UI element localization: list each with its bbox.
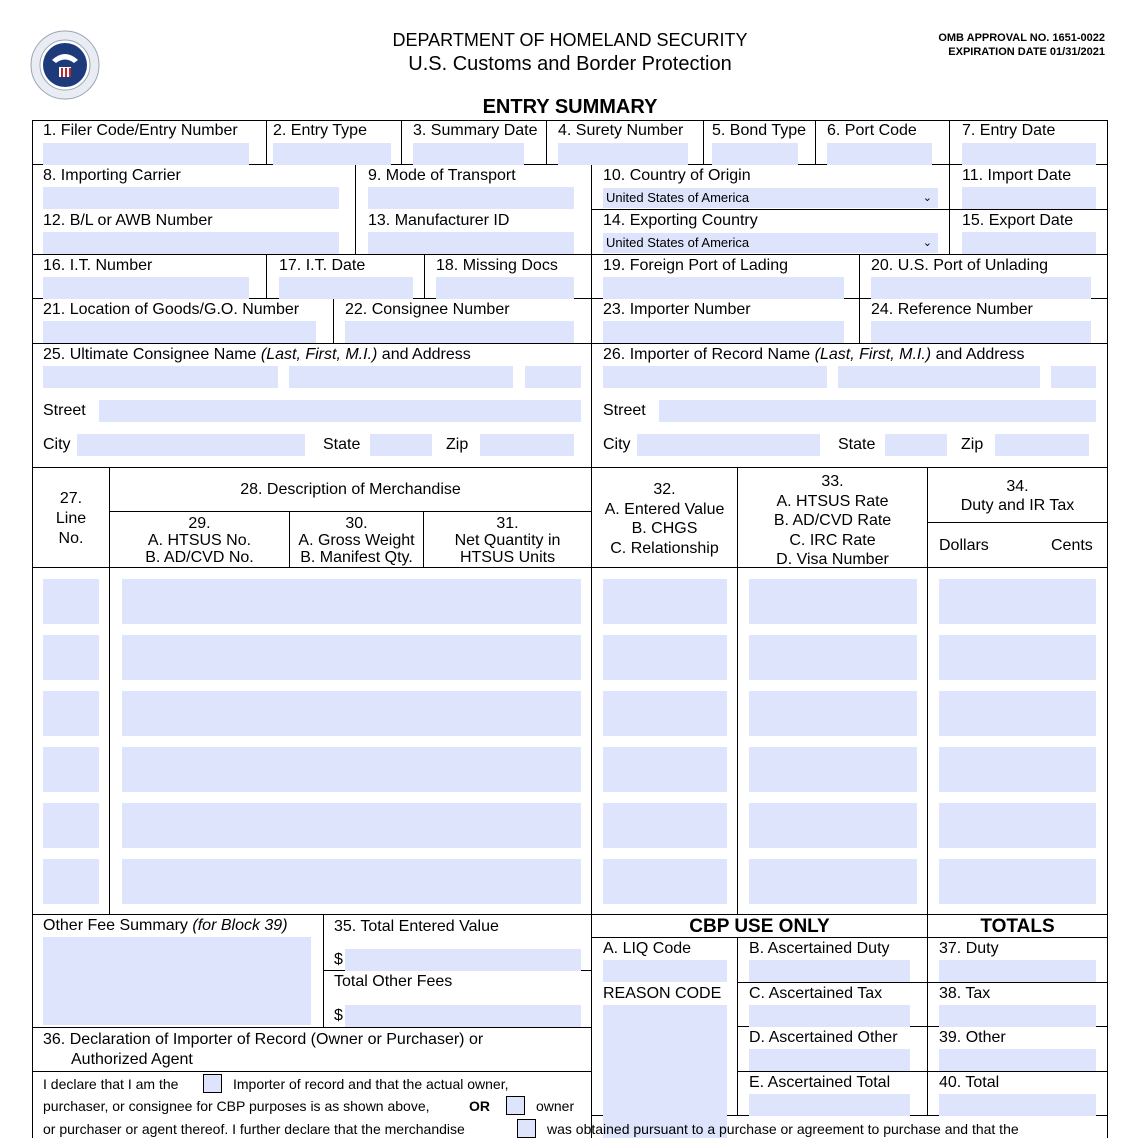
dollars-label: Dollars: [939, 537, 989, 554]
bond-type-label: 5. Bond Type: [712, 122, 806, 139]
consignee-state-field[interactable]: [370, 434, 432, 456]
entered-value-field[interactable]: [603, 859, 727, 904]
location-of-goods-field[interactable]: [43, 321, 316, 343]
description-field[interactable]: [122, 803, 581, 848]
rate-field[interactable]: [749, 635, 917, 680]
missing-docs-field[interactable]: [436, 277, 574, 299]
importer-city-field[interactable]: [637, 434, 820, 456]
summary-date-label: 3. Summary Date: [413, 122, 538, 139]
other-total-field[interactable]: [939, 1049, 1096, 1071]
duty-field[interactable]: [939, 635, 1096, 680]
entry-type-field[interactable]: [273, 143, 391, 165]
importer-street-field[interactable]: [659, 400, 1096, 422]
grand-total-label: 40. Total: [939, 1074, 1000, 1091]
line-number-field[interactable]: [43, 859, 99, 904]
ascertained-duty-label: B. Ascertained Duty: [749, 940, 890, 957]
importer-mi-field[interactable]: [1051, 366, 1096, 388]
importing-carrier-label: 8. Importing Carrier: [43, 167, 181, 184]
consignee-street-label: Street: [43, 402, 86, 419]
consignee-first-name-field[interactable]: [289, 366, 513, 388]
description-field[interactable]: [122, 859, 581, 904]
entered-value-header: 32. A. Entered Value B. CHGS C. Relationship: [604, 481, 725, 557]
consignee-zip-field[interactable]: [480, 434, 574, 456]
line-number-field[interactable]: [43, 803, 99, 848]
entered-value-field[interactable]: [603, 691, 727, 736]
rate-field[interactable]: [749, 691, 917, 736]
reference-number-label: 24. Reference Number: [871, 301, 1033, 318]
entry-type-label: 2. Entry Type: [273, 122, 367, 139]
consignee-state-label: State: [323, 436, 361, 453]
consignee-city-label: City: [43, 436, 71, 453]
surety-number-field[interactable]: [558, 143, 688, 165]
it-date-label: 17. I.T. Date: [279, 257, 366, 274]
mode-of-transport-field[interactable]: [368, 187, 574, 209]
filer-code-field[interactable]: [43, 143, 249, 165]
duty-total-label: 37. Duty: [939, 940, 999, 957]
line-number-field[interactable]: [43, 691, 99, 736]
exporting-country-value: United States of America: [606, 235, 750, 250]
importer-last-name-field[interactable]: [603, 366, 827, 388]
total-other-fees-field[interactable]: [345, 1005, 581, 1027]
htsus-no-header: 29. A. HTSUS No. B. AD/CVD No.: [145, 515, 254, 566]
bond-type-field[interactable]: [712, 143, 798, 165]
us-port-of-unlading-field[interactable]: [871, 277, 1091, 299]
importing-carrier-field[interactable]: [43, 187, 339, 209]
line-number-field[interactable]: [43, 579, 99, 624]
ascertained-total-label: E. Ascertained Total: [749, 1074, 891, 1091]
duty-field[interactable]: [939, 859, 1096, 904]
it-number-field[interactable]: [43, 277, 249, 299]
ascertained-other-field[interactable]: [749, 1049, 910, 1071]
other-fee-summary-label: Other Fee Summary (for Block 39): [43, 917, 288, 934]
bl-awb-number-label: 12. B/L or AWB Number: [43, 212, 213, 229]
importer-of-record-checkbox[interactable]: [203, 1074, 222, 1093]
importer-number-label: 23. Importer Number: [603, 301, 751, 318]
declaration-heading: 36. Declaration of Importer of Record (Owner or Purchaser) or: [43, 1031, 484, 1048]
us-port-of-unlading-label: 20. U.S. Port of Unlading: [871, 257, 1048, 274]
manufacturer-id-field[interactable]: [368, 232, 574, 254]
entry-date-field[interactable]: [962, 143, 1096, 165]
duty-field[interactable]: [939, 579, 1096, 624]
ascertained-other-label: D. Ascertained Other: [749, 1029, 898, 1046]
rate-field[interactable]: [749, 803, 917, 848]
declaration-text: purchaser, or consignee for CBP purposes is as shown above,: [43, 1098, 430, 1114]
it-date-field[interactable]: [279, 277, 413, 299]
port-code-label: 6. Port Code: [827, 122, 917, 139]
exporting-country-label: 14. Exporting Country: [603, 212, 758, 229]
importer-number-field[interactable]: [603, 321, 844, 343]
country-of-origin-value: United States of America: [606, 190, 750, 205]
summary-date-field[interactable]: [413, 143, 524, 165]
importer-of-record-label: 26. Importer of Record Name (Last, First, M.I.) and Address: [603, 346, 1025, 363]
surety-number-label: 4. Surety Number: [558, 122, 684, 139]
import-date-field[interactable]: [962, 187, 1096, 209]
importer-state-label: State: [838, 436, 876, 453]
consignee-street-field[interactable]: [99, 400, 581, 422]
cbp-use-only-heading: CBP USE ONLY: [689, 916, 830, 937]
declaration-text: was obtained pursuant to a purchase or agreement to purchase and that the: [547, 1121, 1019, 1137]
consignee-number-label: 22. Consignee Number: [345, 301, 510, 318]
importer-zip-label: Zip: [961, 436, 984, 453]
duty-total-field[interactable]: [939, 960, 1096, 982]
consignee-mi-field[interactable]: [525, 366, 581, 388]
purchase-checkbox[interactable]: [517, 1119, 536, 1138]
totals-heading: TOTALS: [980, 916, 1055, 937]
declaration-text: or purchaser or agent thereof. I further declare that the merchandise: [43, 1121, 465, 1137]
importer-state-field[interactable]: [885, 434, 947, 456]
export-date-label: 15. Export Date: [962, 212, 1074, 229]
country-of-origin-select[interactable]: [603, 188, 938, 208]
gross-weight-header: 30. A. Gross Weight B. Manifest Qty.: [298, 515, 415, 566]
grand-total-field[interactable]: [939, 1094, 1096, 1116]
owner-checkbox[interactable]: [506, 1096, 525, 1115]
entered-value-field[interactable]: [603, 803, 727, 848]
foreign-port-of-lading-field[interactable]: [603, 277, 844, 299]
description-field[interactable]: [122, 635, 581, 680]
entered-value-field[interactable]: [603, 579, 727, 624]
duty-field[interactable]: [939, 803, 1096, 848]
consignee-number-field[interactable]: [345, 321, 574, 343]
tax-total-label: 38. Tax: [939, 985, 991, 1002]
reason-code-field[interactable]: [603, 1005, 727, 1138]
other-total-label: 39. Other: [939, 1029, 1006, 1046]
line-number-header: 27. Line No.: [55, 490, 87, 547]
foreign-port-of-lading-label: 19. Foreign Port of Lading: [603, 257, 789, 274]
country-of-origin-label: 10. Country of Origin: [603, 167, 751, 184]
reference-number-field[interactable]: [871, 321, 1091, 343]
dhs-seal-icon: [30, 30, 100, 100]
chevron-down-icon: ⌄: [922, 237, 932, 249]
importer-street-label: Street: [603, 402, 646, 419]
rate-field[interactable]: [749, 747, 917, 792]
declaration-text: I declare that I am the: [43, 1076, 179, 1092]
line-number-field[interactable]: [43, 635, 99, 680]
declaration-or: OR: [469, 1098, 490, 1114]
entered-value-field[interactable]: [603, 635, 727, 680]
location-of-goods-label: 21. Location of Goods/G.O. Number: [43, 301, 300, 318]
total-entered-value-field[interactable]: [345, 949, 581, 971]
ascertained-duty-field[interactable]: [749, 960, 910, 982]
declaration-heading-cont: Authorized Agent: [71, 1051, 193, 1068]
duty-ir-tax-header: 34. Duty and IR Tax: [960, 478, 1075, 514]
mode-of-transport-label: 9. Mode of Transport: [368, 167, 516, 184]
entered-value-field[interactable]: [603, 747, 727, 792]
filer-code-label: 1. Filer Code/Entry Number: [43, 122, 238, 139]
ascertained-tax-field[interactable]: [749, 1005, 910, 1027]
liq-code-field[interactable]: [603, 960, 727, 982]
ascertained-total-field[interactable]: [749, 1094, 910, 1116]
rate-field[interactable]: [749, 579, 917, 624]
consignee-city-field[interactable]: [77, 434, 305, 456]
description-field[interactable]: [122, 747, 581, 792]
line-number-field[interactable]: [43, 747, 99, 792]
import-date-label: 11. Import Date: [962, 167, 1072, 184]
description-field[interactable]: [122, 691, 581, 736]
description-field[interactable]: [122, 579, 581, 624]
form-title: ENTRY SUMMARY: [482, 96, 658, 118]
htsus-rate-header: 33. A. HTSUS Rate B. AD/CVD Rate C. IRC Rate D. Visa Number: [773, 473, 892, 568]
manufacturer-id-label: 13. Manufacturer ID: [368, 212, 510, 229]
exporting-country-select[interactable]: [603, 233, 938, 253]
omb-approval: OMB APPROVAL NO. 1651-0022: [938, 32, 1105, 44]
department-title: DEPARTMENT OF HOMELAND SECURITY: [392, 30, 748, 50]
duty-field[interactable]: [939, 747, 1096, 792]
missing-docs-label: 18. Missing Docs: [436, 257, 558, 274]
export-date-field[interactable]: [962, 232, 1096, 254]
consignee-last-name-field[interactable]: [43, 366, 278, 388]
declaration-text: owner: [536, 1098, 575, 1114]
tax-total-field[interactable]: [939, 1005, 1096, 1027]
ultimate-consignee-label: 25. Ultimate Consignee Name (Last, First, M.I.) and Address: [43, 346, 471, 363]
rate-field[interactable]: [749, 859, 917, 904]
ascertained-tax-label: C. Ascertained Tax: [749, 985, 883, 1002]
agency-title: U.S. Customs and Border Protection: [408, 53, 732, 75]
net-quantity-header: 31. Net Quantity in HTSUS Units: [454, 515, 561, 566]
description-header: 28. Description of Merchandise: [240, 481, 461, 498]
consignee-zip-label: Zip: [446, 436, 469, 453]
total-other-fees-label: Total Other Fees: [334, 973, 453, 990]
duty-field[interactable]: [939, 691, 1096, 736]
importer-first-name-field[interactable]: [838, 366, 1040, 388]
declaration-text: Importer of record and that the actual owner,: [233, 1076, 509, 1092]
importer-zip-field[interactable]: [995, 434, 1089, 456]
chevron-down-icon: ⌄: [922, 192, 932, 204]
importer-city-label: City: [603, 436, 631, 453]
total-entered-value-label: 35. Total Entered Value: [334, 918, 499, 935]
cents-label: Cents: [1051, 537, 1093, 554]
entry-date-label: 7. Entry Date: [962, 122, 1056, 139]
liq-code-label: A. LIQ Code: [603, 940, 692, 957]
expiration-date: EXPIRATION DATE 01/31/2021: [948, 46, 1105, 58]
port-code-field[interactable]: [827, 143, 932, 165]
it-number-label: 16. I.T. Number: [43, 257, 153, 274]
reason-code-label: REASON CODE: [603, 985, 722, 1002]
dollar-sign: $: [334, 951, 343, 968]
other-fee-summary-field[interactable]: [43, 937, 311, 1025]
bl-awb-number-field[interactable]: [43, 232, 339, 254]
dollar-sign: $: [334, 1007, 343, 1024]
